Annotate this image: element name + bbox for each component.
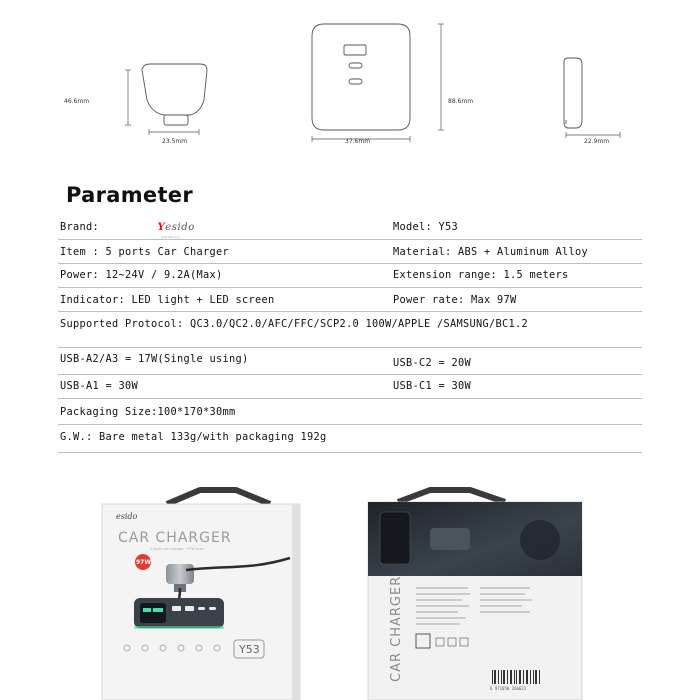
brand-logo-y: Y (157, 222, 166, 233)
usb-c1-cell: USB-C1 = 30W (393, 380, 471, 392)
brand-logo-text: esido (165, 222, 195, 233)
brand-cell (60, 221, 195, 239)
material-cell: Material: ABS + Aluminum Alloy (393, 246, 588, 258)
table-row (58, 214, 642, 240)
front-model: Y53 (239, 643, 260, 656)
front-brand: esido (116, 512, 138, 521)
model-cell: Model: Y53 (393, 221, 458, 233)
usb-a2-a3-cell: USB-A2/A3 = 17W(Single using) (60, 353, 249, 365)
table-row (58, 348, 642, 375)
item-cell: Item : 5 ports Car Charger (60, 246, 229, 258)
table-row (58, 288, 642, 312)
depth-view-drawing (564, 58, 620, 138)
front-hanger (167, 490, 270, 504)
back-phone-shape (380, 512, 410, 564)
back-console-shape (520, 520, 560, 560)
usb-c2-cell: USB-C2 = 20W (393, 357, 471, 369)
front-subtitle: 5 ports car charger · 97W max (150, 547, 204, 551)
back-hanger (398, 490, 505, 502)
side-width-label: 23.5mm (162, 138, 188, 145)
package-photo (0, 470, 700, 700)
table-row (58, 240, 642, 264)
back-title: CAR CHARGER (389, 575, 404, 682)
weight-cell: G.W.: Bare metal 133g/with packaging 192g (60, 431, 327, 443)
front-view-drawing (312, 24, 444, 142)
front-badge: 97W (136, 559, 151, 566)
table-row (58, 312, 642, 348)
front-width-label: 37.6mm (345, 138, 371, 145)
front-title: CAR CHARGER (118, 530, 232, 546)
package-back (368, 490, 582, 700)
back-device-shape (430, 528, 470, 550)
yesido-logo (157, 221, 195, 239)
brand-label: Brand: (60, 221, 99, 233)
side-view-drawing (125, 64, 207, 135)
table-row (58, 264, 642, 288)
parameter-heading: Parameter (66, 183, 193, 207)
package-front (102, 490, 300, 700)
extension-cell: Extension range: 1.5 meters (393, 269, 569, 281)
dimension-drawings (0, 0, 700, 160)
table-row (58, 375, 642, 399)
table-row (58, 425, 642, 453)
indicator-cell: Indicator: LED light + LED screen (60, 294, 275, 306)
back-barcode-number: 6 971050 266621 (490, 686, 527, 691)
usb-a1-cell: USB-A1 = 30W (60, 380, 138, 392)
power-rate-cell: Power rate: Max 97W (393, 294, 517, 306)
brand-logo-tagline: just like you (161, 235, 180, 239)
front-box-edge (292, 504, 300, 700)
parameter-table (58, 214, 642, 453)
packaging-cell: Packaging Size:100*170*30mm (60, 406, 236, 418)
power-cell: Power: 12~24V / 9.2A(Max) (60, 269, 223, 281)
depth-label: 22.9mm (584, 138, 610, 145)
table-row (58, 399, 642, 425)
side-height-label: 46.6mm (64, 98, 90, 105)
front-height-label: 88.6mm (448, 98, 474, 105)
protocol-cell: Supported Protocol: QC3.0/QC2.0/AFC/FFC/SCP2.0 100W/APPLE /SAMSUNG/BC1.2 (60, 318, 528, 330)
